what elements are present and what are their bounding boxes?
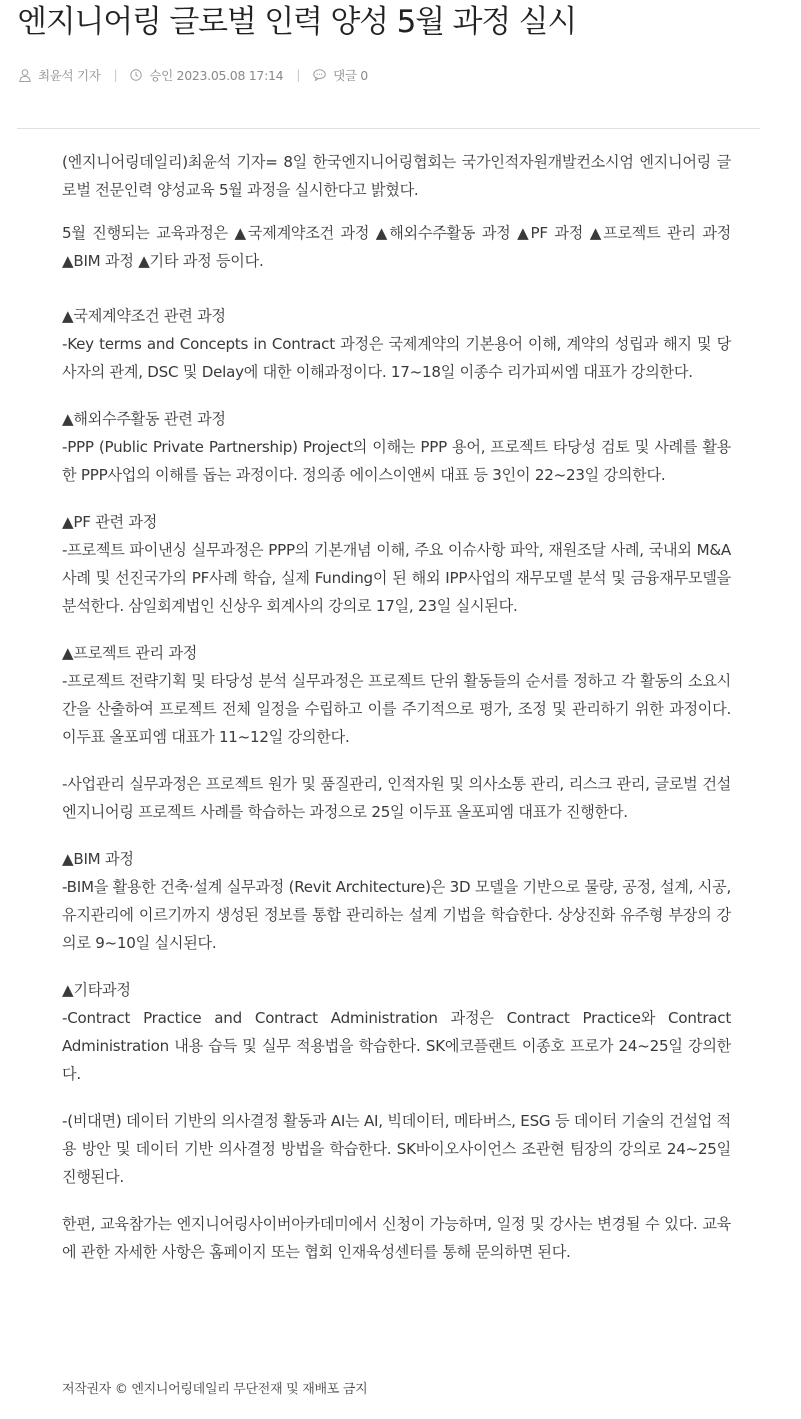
paragraph-text: -사업관리 실무과정은 프로젝트 원가 및 품질관리, 인적자원 및 의사소통 관리, 리스크 관리, 글로벌 건설엔지니어링 프로젝트 사례를 학습하는 과정으로 25일 이두표 올포피엠 대표가 진행한다. (62, 775, 731, 821)
approval-info (130, 66, 283, 84)
section-heading: ▲PF 관련 과정 (62, 513, 158, 531)
article-title: 엔지니어링 글로벌 인력 양성 5월 과정 실시 (17, 4, 577, 40)
article-paragraph (62, 508, 731, 620)
meta-separator: | (113, 68, 118, 82)
paragraph-text: (엔지니어링데일리)최윤석 기자= 8일 한국엔지니어링협회는 국가인적자원개발컨소시엄 엔지니어링 글로벌 전문인력 양성교육 5월 과정을 실시한다고 밝혔다. (62, 153, 731, 199)
article-paragraph (62, 219, 731, 275)
paragraph-text: -프로젝트 파이낸싱 실무과정은 PPP의 기본개념 이해, 주요 이슈사항 파악, 재원조달 사례, 국내외 M&A 사례 및 선진국가의 PF사례 학습, 실제 Funding이 된 해외 IPP사업의 재무모델 분석 및 금융재무모델을 분석한다. 삼일회계법인 신상우 회계사의 강의로 17일, 23일 실시된다. (62, 541, 731, 615)
section-heading: ▲BIM 과정 (62, 850, 134, 868)
paragraph-text: -Contract Practice and Contract Administration 과정은 Contract Practice와 Contract Administration 내용 습득 및 실무 적용법을 학습한다. SK에코플랜트 이종호 프로가 24~25일 강의한다. (62, 1009, 731, 1083)
section-heading: ▲국제계약조건 관련 과정 (62, 307, 226, 325)
comment-count[interactable]: 댓글 0 (333, 68, 368, 83)
section-heading: ▲기타과정 (62, 981, 131, 999)
paragraph-text: -BIM을 활용한 건축·설계 실무과정 (Revit Architecture)은 3D 모델을 기반으로 물량, 공정, 설계, 시공, 유지관리에 이르기까지 생성된 정보를 통합 관리하는 설계 기법을 학습한다. 상상진화 유주형 부장의 강의로 9~10일 실시된다. (62, 878, 731, 952)
author-info (19, 66, 101, 84)
comment-icon (313, 69, 326, 81)
paragraph-text: 5월 진행되는 교육과정은 ▲국제계약조건 과정 ▲해외수주활동 과정 ▲PF 과정 ▲프로젝트 관리 과정 ▲BIM 과정 ▲기타 과정 등이다. (62, 224, 731, 270)
header-divider (17, 128, 760, 129)
article-paragraph (62, 148, 731, 204)
article-paragraph (62, 1107, 731, 1191)
article-paragraph (62, 302, 731, 386)
paragraph-text: 한편, 교육참가는 엔지니어링사이버아카데미에서 신청이 가능하며, 일정 및 강사는 변경될 수 있다. 교육에 관한 자세한 사항은 홈페이지 또는 협회 인재육성센터를 통해 문의하면 된다. (62, 1215, 731, 1261)
author-name[interactable]: 최윤석 기자 (38, 68, 101, 83)
comments-info[interactable] (313, 66, 368, 84)
copyright-notice: 저작권자 © 엔지니어링데일리 무단전재 및 재배포 금지 (62, 1382, 368, 1397)
section-heading: ▲프로젝트 관리 과정 (62, 644, 198, 662)
paragraph-text: -Key terms and Concepts in Contract 과정은 국제계약의 기본용어 이해, 계약의 성립과 해지 및 당사자의 관계, DSC 및 Delay에 대한 이해과정이다. 17~18일 이종수 리가피씨엠 대표가 강의한다. (62, 335, 731, 381)
article-paragraph (62, 639, 731, 751)
article-paragraph (62, 845, 731, 957)
article-meta (19, 66, 368, 84)
meta-separator: | (296, 68, 301, 82)
article-paragraph (62, 976, 731, 1088)
paragraph-text: -(비대면) 데이터 기반의 의사결정 활동과 AI는 AI, 빅데이터, 메타버스, ESG 등 데이터 기술의 건설업 적용 방안 및 데이터 기반 의사결정 방법을 학습한다. SK바이오사이언스 조관현 팀장의 강의로 24~25일 진행된다. (62, 1112, 731, 1186)
paragraph-text: -PPP (Public Private Partnership) Project의 이해는 PPP 용어, 프로젝트 타당성 검토 및 사례를 활용한 PPP사업의 이해를 돕는 과정이다. 정의종 에이스이앤씨 대표 등 3인이 22~23일 강의한다. (62, 438, 731, 484)
clock-icon (130, 69, 142, 81)
section-heading: ▲해외수주활동 관련 과정 (62, 410, 226, 428)
article-paragraph (62, 1210, 731, 1266)
article-body (62, 148, 731, 1285)
article-paragraph (62, 405, 731, 489)
article-paragraph (62, 770, 731, 826)
approval-date: 승인 2023.05.08 17:14 (149, 68, 284, 83)
user-icon (19, 69, 31, 82)
paragraph-text: -프로젝트 전략기획 및 타당성 분석 실무과정은 프로젝트 단위 활동들의 순서를 정하고 각 활동의 소요시간을 산출하여 프로젝트 전체 일정을 수립하고 이를 주기적으로 평가, 조정 및 관리하기 위한 과정이다. 이두표 올포피엠 대표가 11~12일 강의한다. (62, 672, 731, 746)
